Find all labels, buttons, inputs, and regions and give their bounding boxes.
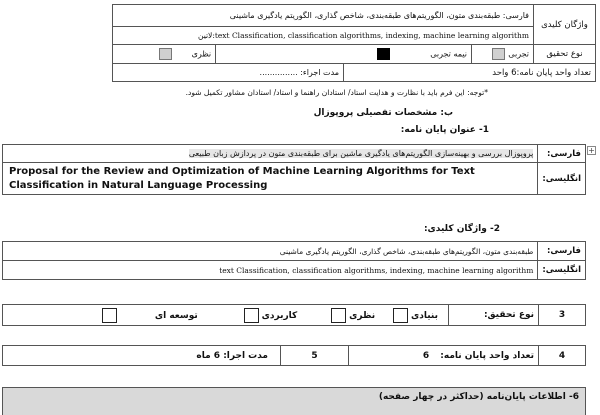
keywords-en-cell: text Classification, classification algorithms, indexing, machine learning algorithm:لاتین (113, 27, 534, 45)
opt-development-label: توسعه ای (154, 310, 198, 321)
keywords-table (2, 241, 586, 280)
opt-theoretical-cell (113, 45, 216, 64)
checkbox-theory[interactable] (331, 308, 346, 323)
opt-experimental-cell (472, 45, 534, 64)
checkbox-semi-experimental[interactable] (377, 48, 390, 60)
research-label-cell: نوع تحقیق: (449, 305, 539, 326)
checkbox-experimental[interactable] (492, 48, 505, 60)
kw-en-label: انگلیسی: (538, 261, 586, 280)
kw-en-value: text Classification, classification algorithms, indexing, machine learning algorithm (3, 261, 538, 280)
units-label: تعداد واحد پایان نامه: (440, 350, 534, 361)
title-en-value: Proposal for the Review and Optimization of Machine Learning Algorithms for Text Classification in Natural Language Processing (3, 163, 538, 195)
plus-move-icon[interactable]: + (588, 146, 595, 155)
section-2-title: 2- واژگان کلیدی: (423, 224, 500, 234)
checkbox-applied[interactable] (244, 308, 259, 323)
units-num-cell: 4 (539, 346, 586, 366)
section-6-header: 6- اطلاعات پایان‌نامه (حداکثر در چهار صفحه) (2, 387, 586, 415)
keywords-label-cell: واژگان کلیدی (534, 5, 596, 45)
keywords-fa-cell: فارسی: طبقه‌بندی متون، الگوریتم‌های طبقه‌بندی، شاخص گذاری، الگوریتم یادگیری ماشینی (113, 5, 534, 27)
duration-num-cell: 5 (281, 346, 349, 366)
duration-cell: مدت اجراء: ............... (113, 64, 344, 82)
opt-experimental-label: تجربی (508, 49, 529, 59)
research-type-label-cell: نوع تحقیق (534, 45, 596, 64)
research-options-cell (3, 305, 449, 326)
section-b-title: ب: مشخصات تفصیلی پروپوزال (313, 108, 453, 118)
title-fa-text: پروپوزال بررسی و بهینه‌سازی الگوریتم‌های یادگیری ماشین برای طبقه‌بندی متون در پردازش زبان طبیعی (188, 149, 534, 158)
units-table (2, 345, 586, 366)
units-cell: تعداد واحد پایان نامه:6 واحد (344, 64, 596, 82)
duration-value-cell: مدت اجرا: 6 ماه (3, 346, 281, 366)
opt-semi-label: نیمه تجربی (430, 49, 467, 59)
units-value: 6 (422, 350, 430, 361)
research-num-cell: 3 (539, 305, 586, 326)
units-label-cell (349, 346, 539, 366)
checkbox-development[interactable] (102, 308, 117, 323)
title-fa-value (3, 145, 538, 163)
research-type-table (2, 304, 586, 326)
opt-theoretical-label: نظری (191, 49, 212, 59)
section-1-title: 1- عنوان پایان نامه: (400, 125, 489, 135)
opt-applied-label: کاربردی (261, 310, 298, 321)
checkbox-theoretical[interactable] (159, 48, 172, 60)
checkbox-basic[interactable] (393, 308, 408, 323)
opt-basic-label: بنیادی (411, 310, 438, 321)
title-en-label: انگلیسی: (538, 163, 586, 195)
opt-semi-cell (216, 45, 472, 64)
kw-fa-label: فارسی: (538, 242, 586, 261)
kw-fa-value: طبقه‌بندی متون، الگوریتم‌های طبقه‌بندی، شاخص گذاری، الگوریتم یادگیری ماشینی (3, 242, 538, 261)
opt-theory-label: نظری (349, 310, 376, 321)
title-fa-label: فارسی: (538, 145, 586, 163)
top-summary-table (112, 4, 596, 82)
form-note: *توجه: این فرم باید با نظارت و هدایت استاد/ استادان راهنما و استاد/ استادان مشاور تکمیل شود. (185, 88, 488, 97)
title-table (2, 144, 586, 195)
